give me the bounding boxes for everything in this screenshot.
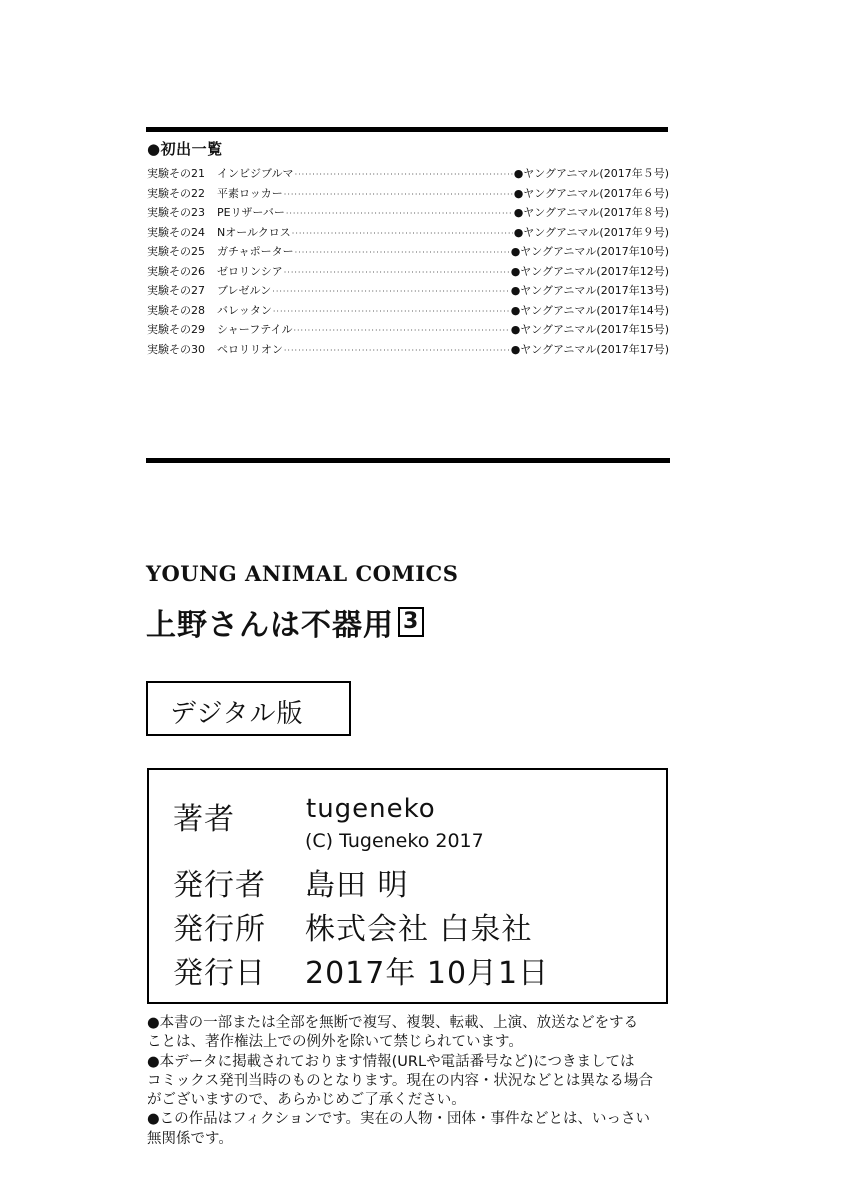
first-publication-heading: ●初出一覧 xyxy=(147,140,223,158)
list-item xyxy=(147,165,669,185)
middle-rule xyxy=(146,458,670,463)
publisher-person: 島田 明 xyxy=(305,868,409,903)
author-label: 著者 xyxy=(173,802,235,837)
list-item xyxy=(147,321,669,341)
leader-dots xyxy=(293,326,509,335)
chapter-title: バレッタン xyxy=(217,303,272,317)
publication-info: ●ヤングアニマル(2017年６号) xyxy=(513,186,669,200)
edition-box xyxy=(146,681,351,736)
note-line: ●本データに掲載されております情報(URLや電話番号など)につきましては xyxy=(147,1053,635,1070)
chapter-title: ペロリリオン xyxy=(217,342,283,356)
chapter-number: 実験その22 xyxy=(147,186,205,200)
publication-info: ●ヤングアニマル(2017年17号) xyxy=(510,342,669,356)
chapter-number: 実験その29 xyxy=(147,323,205,336)
publication-info: ●ヤングアニマル(2017年12号) xyxy=(510,264,669,278)
publication-info: ●ヤングアニマル(2017年９号) xyxy=(513,225,669,239)
leader-dots xyxy=(292,229,513,238)
note-line: がございますので、あらかじめご了承ください。 xyxy=(147,1092,466,1109)
legal-notes xyxy=(147,1014,687,1149)
chapter-title: 平素ロッカー xyxy=(217,186,283,200)
date-label: 発行日 xyxy=(173,956,266,991)
chapter-title: ガチャポーター xyxy=(217,245,294,258)
publisher-name: 株式会社 白泉社 xyxy=(305,912,533,947)
copyright-notice: (C) Tugeneko 2017 xyxy=(305,830,484,852)
note-line: ●本書の一部または全部を無断で複写、複製、転載、上演、放送などをする xyxy=(147,1015,639,1031)
chapter-title: ゼロリンシア xyxy=(217,264,283,278)
publication-info: ●ヤングアニマル(2017年８号) xyxy=(513,206,669,219)
list-item xyxy=(147,185,669,205)
chapter-number: 実験その26 xyxy=(147,264,205,278)
chapter-number: 実験その28 xyxy=(147,303,205,317)
publication-info: ●ヤングアニマル(2017年13号) xyxy=(510,284,669,297)
publication-info: ●ヤングアニマル(2017年５号) xyxy=(513,167,669,180)
top-rule xyxy=(146,127,668,132)
leader-dots xyxy=(286,209,513,218)
publisher-person-label: 発行者 xyxy=(173,868,266,903)
publisher-label: 発行所 xyxy=(173,912,266,947)
note-line: 無関係です。 xyxy=(147,1130,233,1147)
publication-date: 2017年 10月1日 xyxy=(305,956,550,991)
author-name: tugeneko xyxy=(306,794,436,824)
leader-dots xyxy=(284,346,510,355)
list-item xyxy=(147,302,669,322)
chapter-number: 実験その24 xyxy=(147,225,205,239)
leader-dots xyxy=(284,190,513,199)
note-line: ことは、著作権法上での例外を除いて禁じられています。 xyxy=(147,1034,523,1051)
edition-label: デジタル版 xyxy=(170,699,304,729)
chapter-title: ブレゼルン xyxy=(217,284,272,297)
leader-dots xyxy=(272,287,509,296)
list-item xyxy=(147,224,669,244)
volume-number: 3 xyxy=(398,607,424,637)
note-line: ●この作品はフィクションです。実在の人物・団体・事件などとは、いっさい xyxy=(147,1111,651,1128)
chapter-title: シャーフテイル xyxy=(217,323,293,336)
leader-dots xyxy=(284,268,510,277)
publication-info: ●ヤングアニマル(2017年14号) xyxy=(510,303,669,317)
credits-box xyxy=(147,768,668,1004)
publication-info: ●ヤングアニマル(2017年10号) xyxy=(510,245,669,258)
leader-dots xyxy=(295,248,510,257)
list-item xyxy=(147,204,669,224)
chapter-number: 実験その23 xyxy=(147,206,205,219)
chapter-number: 実験その27 xyxy=(147,284,205,297)
list-item xyxy=(147,263,669,283)
leader-dots xyxy=(295,170,513,179)
list-item xyxy=(147,243,669,263)
chapter-title: インビジブルマ xyxy=(217,167,294,180)
chapter-number: 実験その25 xyxy=(147,245,205,258)
series-name: YOUNG ANIMAL COMICS xyxy=(146,561,459,586)
first-publication-list xyxy=(147,165,669,360)
chapter-number: 実験その30 xyxy=(147,342,205,356)
book-title-block xyxy=(146,600,424,644)
publication-info: ●ヤングアニマル(2017年15号) xyxy=(510,323,669,336)
chapter-title: Nオールクロス xyxy=(217,225,291,239)
note-line: コミックス発刊当時のものとなります。現在の内容・状況などとは異なる場合 xyxy=(147,1072,653,1089)
leader-dots xyxy=(273,307,510,316)
list-item xyxy=(147,341,669,361)
book-title: 上野さんは不器用 xyxy=(146,608,394,643)
list-item xyxy=(147,282,669,302)
chapter-title: PEリザーバー xyxy=(217,206,285,219)
chapter-number: 実験その21 xyxy=(147,167,205,180)
